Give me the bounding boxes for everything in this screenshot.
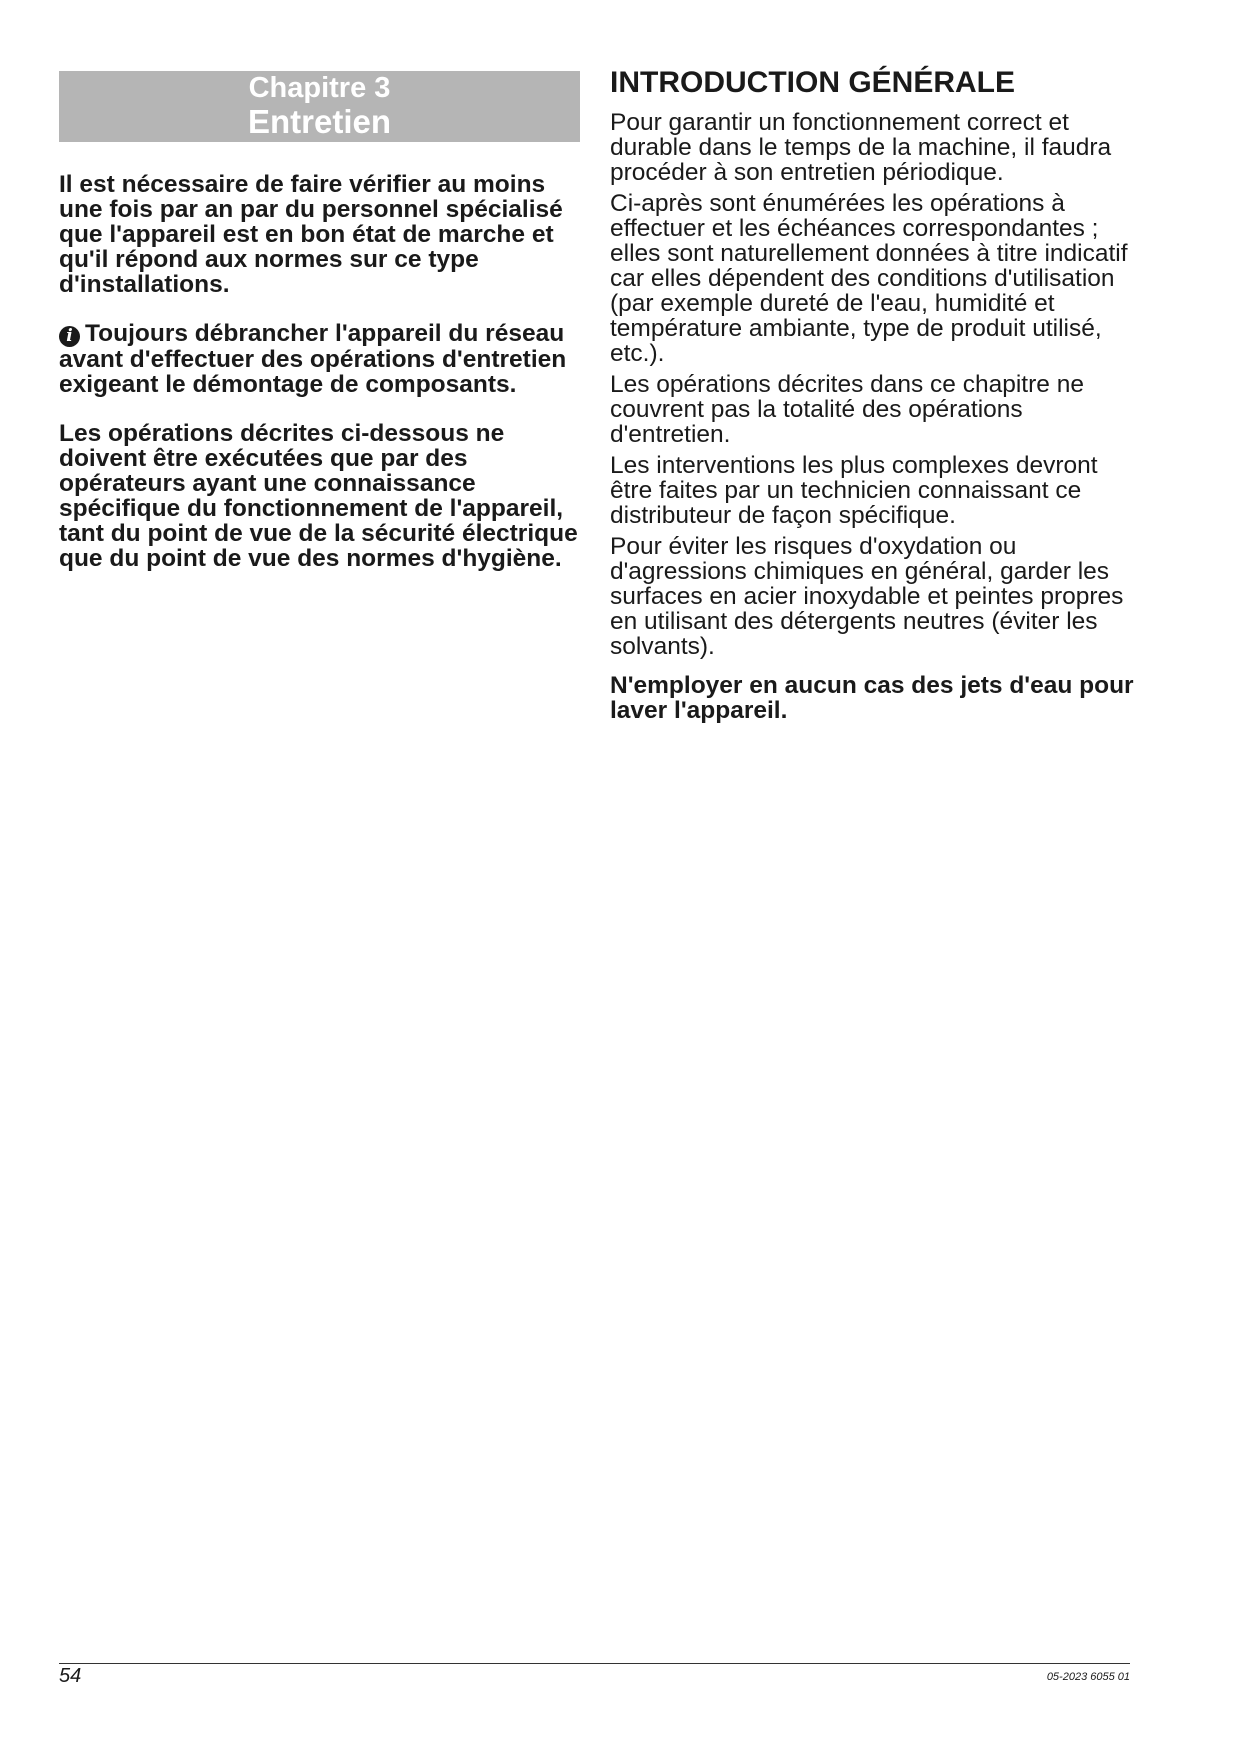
intro-paragraph-2: Ci-après sont énumérées les opérations à effectuer et les échéances correspondantes ; elles sont naturellement données à titre indicatif car elles dépendent des conditions d'utilisation (par exemple dureté de l'eau, humidité et température ambiante, type de produit utilisé, etc.). <box>610 190 1128 367</box>
disconnect-warning <box>59 321 589 397</box>
disconnect-warning-text: Toujours débrancher l'appareil du réseau avant d'effectuer des opérations d'entretien exigeant le démontage de composants. <box>59 320 567 398</box>
chapter-header <box>59 71 580 142</box>
intro-paragraph-1: Pour garantir un fonctionnement correct et durable dans le temps de la machine, il faudra procéder à son entretien périodique. <box>610 109 1112 186</box>
qualified-operators-notice: Les opérations décrites ci-dessous ne doivent être exécutées que par des opérateurs ayant une connaissance spécifique du fonctionnement de l'appareil, tant du point de vue de la sécurité électrique que du point de vue des normes d'hygiène. <box>59 420 578 572</box>
intro-paragraph-4: Les interventions les plus complexes devront être faites par un technicien connaissant ce distributeur de façon spécifique. <box>610 452 1098 529</box>
footer-divider <box>59 1663 1130 1664</box>
left-column <box>59 172 589 595</box>
page-number: 54 <box>59 1665 82 1687</box>
document-code: 05-2023 6055 01 <box>1046 1671 1130 1683</box>
intro-paragraph-3: Les opérations décrites dans ce chapitre ne couvrent pas la totalité des opérations d'entretien. <box>610 371 1084 448</box>
water-jet-warning: N'employer en aucun cas des jets d'eau pour laver l'appareil. <box>610 672 1134 724</box>
chapter-number: Chapitre 3 <box>248 72 391 104</box>
chapter-title: Entretien <box>247 103 392 140</box>
intro-paragraph-5: Pour éviter les risques d'oxydation ou d'agressions chimiques en général, garder les surfaces en acier inoxydable et peintes propres en utilisant des détergents neutres (éviter les solvants). <box>610 533 1124 660</box>
section-heading: INTRODUCTION GÉNÉRALE <box>610 66 1015 99</box>
info-icon: i <box>59 326 80 347</box>
inspection-notice: Il est nécessaire de faire vérifier au moins une fois par an par du personnel spécialisé que l'appareil est en bon état de marche et qu'il répond aux normes sur ce type d'installations. <box>59 171 563 298</box>
right-column <box>610 66 1135 729</box>
